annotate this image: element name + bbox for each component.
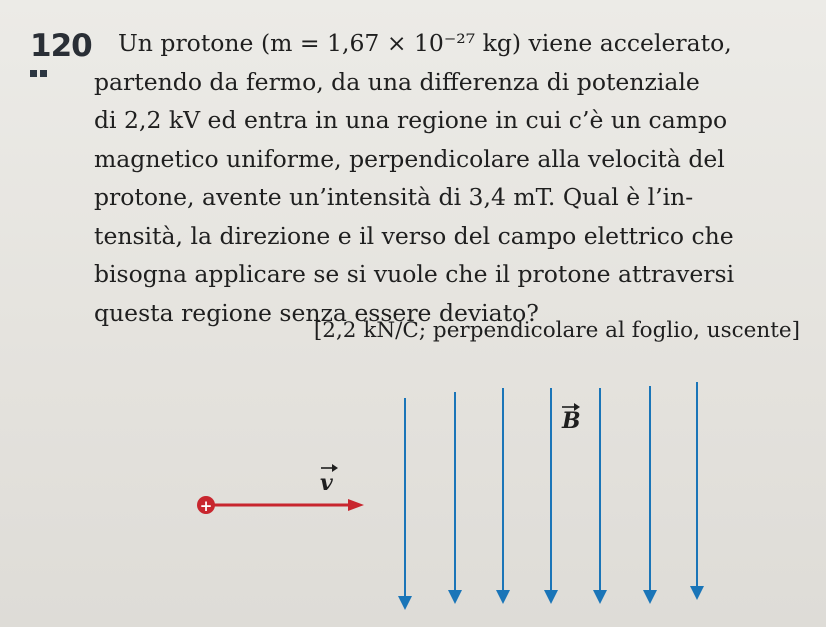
proton-charge-label: + xyxy=(199,497,213,515)
answer: [2,2 kN/C; perpendicolare al foglio, uscente] xyxy=(313,318,800,343)
problem-text-line: tensità, la direzione e il verso del campo elettrico che xyxy=(94,221,734,250)
difficulty-square xyxy=(30,70,37,77)
field-arrowhead xyxy=(690,586,704,600)
physics-diagram xyxy=(0,360,826,627)
difficulty-indicator xyxy=(30,70,47,77)
problem-text-line: partendo da fermo, da una differenza di potenziale xyxy=(94,67,700,96)
field-label-group xyxy=(561,403,581,434)
field-arrowhead xyxy=(496,590,510,604)
difficulty-square xyxy=(40,70,47,77)
problem-text xyxy=(94,24,810,332)
problem-text-line: questa regione senza essere deviato? xyxy=(94,298,539,327)
field-label: B xyxy=(562,408,581,434)
proton-charge xyxy=(197,496,215,515)
field-arrowhead xyxy=(544,590,558,604)
problem-text-line: magnetico uniforme, perpendicolare alla velocità del xyxy=(94,144,725,173)
field-arrowhead xyxy=(448,590,462,604)
problem-text-line: Un protone (m = 1,67 × 10⁻²⁷ kg) viene accelerato, xyxy=(118,29,732,57)
velocity-label: v xyxy=(320,470,333,496)
field-arrowhead xyxy=(398,596,412,610)
problem-text-line: protone, avente un’intensità di 3,4 mT. Qual è l’in- xyxy=(94,183,694,211)
velocity-arrowhead xyxy=(348,499,364,511)
field-arrowhead xyxy=(593,590,607,604)
problem-text-line: di 2,2 kV ed entra in una regione in cui c’è un campo xyxy=(94,106,728,134)
problem-text-line: bisogna applicare se si vuole che il protone attraversi xyxy=(94,260,735,288)
problem-number: 120 xyxy=(30,28,92,64)
field-arrowhead xyxy=(643,590,657,604)
magnetic-field-lines xyxy=(398,382,704,610)
velocity-vector xyxy=(212,464,364,511)
velocity-label-arrowhead xyxy=(332,464,338,472)
